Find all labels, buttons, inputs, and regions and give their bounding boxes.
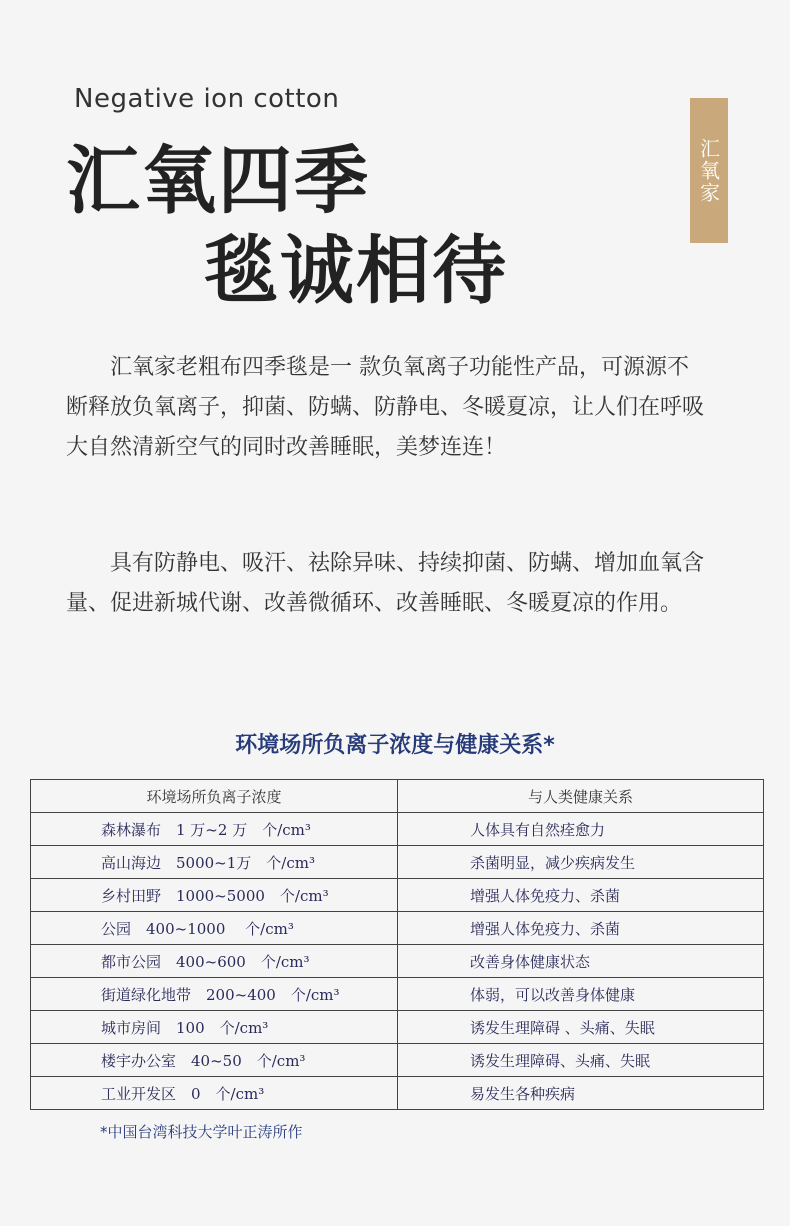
subtitle-english: Negative ion cotton xyxy=(74,84,340,114)
cell-concentration: 楼宇办公室 40~50 个/cm³ xyxy=(31,1044,398,1077)
cell-health: 杀菌明显，减少疾病发生 xyxy=(398,846,764,879)
table-row xyxy=(31,879,764,912)
table-row xyxy=(31,813,764,846)
cell-concentration: 都市公园 400~600 个/cm³ xyxy=(31,945,398,978)
cell-concentration: 乡村田野 1000~5000 个/cm³ xyxy=(31,879,398,912)
cell-concentration: 高山海边 5000~1万 个/cm³ xyxy=(31,846,398,879)
brand-tag: 汇氧家 xyxy=(690,98,728,243)
title-line-1: 汇氧四季 xyxy=(66,138,370,224)
table-header-row xyxy=(31,780,764,813)
cell-health: 增强人体免疫力、杀菌 xyxy=(398,912,764,945)
cell-health: 诱发生理障碍 、头痛、失眠 xyxy=(398,1011,764,1044)
table-row xyxy=(31,912,764,945)
cell-health: 改善身体健康状态 xyxy=(398,945,764,978)
table-title: 环境场所负离子浓度与健康关系* xyxy=(235,733,555,758)
cell-concentration: 森林瀑布 1 万~2 万 个/cm³ xyxy=(31,813,398,846)
cell-health: 诱发生理障碍、头痛、失眠 xyxy=(398,1044,764,1077)
cell-health: 体弱，可以改善身体健康 xyxy=(398,978,764,1011)
table-row xyxy=(31,846,764,879)
table-footnote: *中国台湾科技大学叶正涛所作 xyxy=(100,1123,303,1141)
cell-concentration: 工业开发区 0 个/cm³ xyxy=(31,1077,398,1110)
features-paragraph: 具有防静电、吸汗、祛除异味、持续抑菌、防螨、增加血氧含量、促进新城代谢、改善微循环、改善睡眠、冬暖夏凉的作用。 xyxy=(66,551,705,616)
cell-concentration: 公园 400~1000 个/cm³ xyxy=(31,912,398,945)
table-row xyxy=(31,1044,764,1077)
cell-health: 增强人体免疫力、杀菌 xyxy=(398,879,764,912)
table-row xyxy=(31,978,764,1011)
cell-health: 人体具有自然痊愈力 xyxy=(398,813,764,846)
cell-concentration: 街道绿化地带 200~400 个/cm³ xyxy=(31,978,398,1011)
table-row xyxy=(31,945,764,978)
header-concentration: 环境场所负离子浓度 xyxy=(31,780,398,813)
title-line-2: 毯诚相待 xyxy=(204,228,508,314)
ion-concentration-table xyxy=(30,779,764,1110)
intro-paragraph: 汇氧家老粗布四季毯是一 款负氧离子功能性产品，可源源不断释放负氧离子，抑菌、防螨、防静电、冬暖夏凉，让人们在呼吸大自然清新空气的同时改善睡眠，美梦连连！ xyxy=(66,355,705,460)
header-health-relation: 与人类健康关系 xyxy=(398,780,764,813)
table-row xyxy=(31,1077,764,1110)
cell-health: 易发生各种疾病 xyxy=(398,1077,764,1110)
cell-concentration: 城市房间 100 个/cm³ xyxy=(31,1011,398,1044)
table-row xyxy=(31,1011,764,1044)
